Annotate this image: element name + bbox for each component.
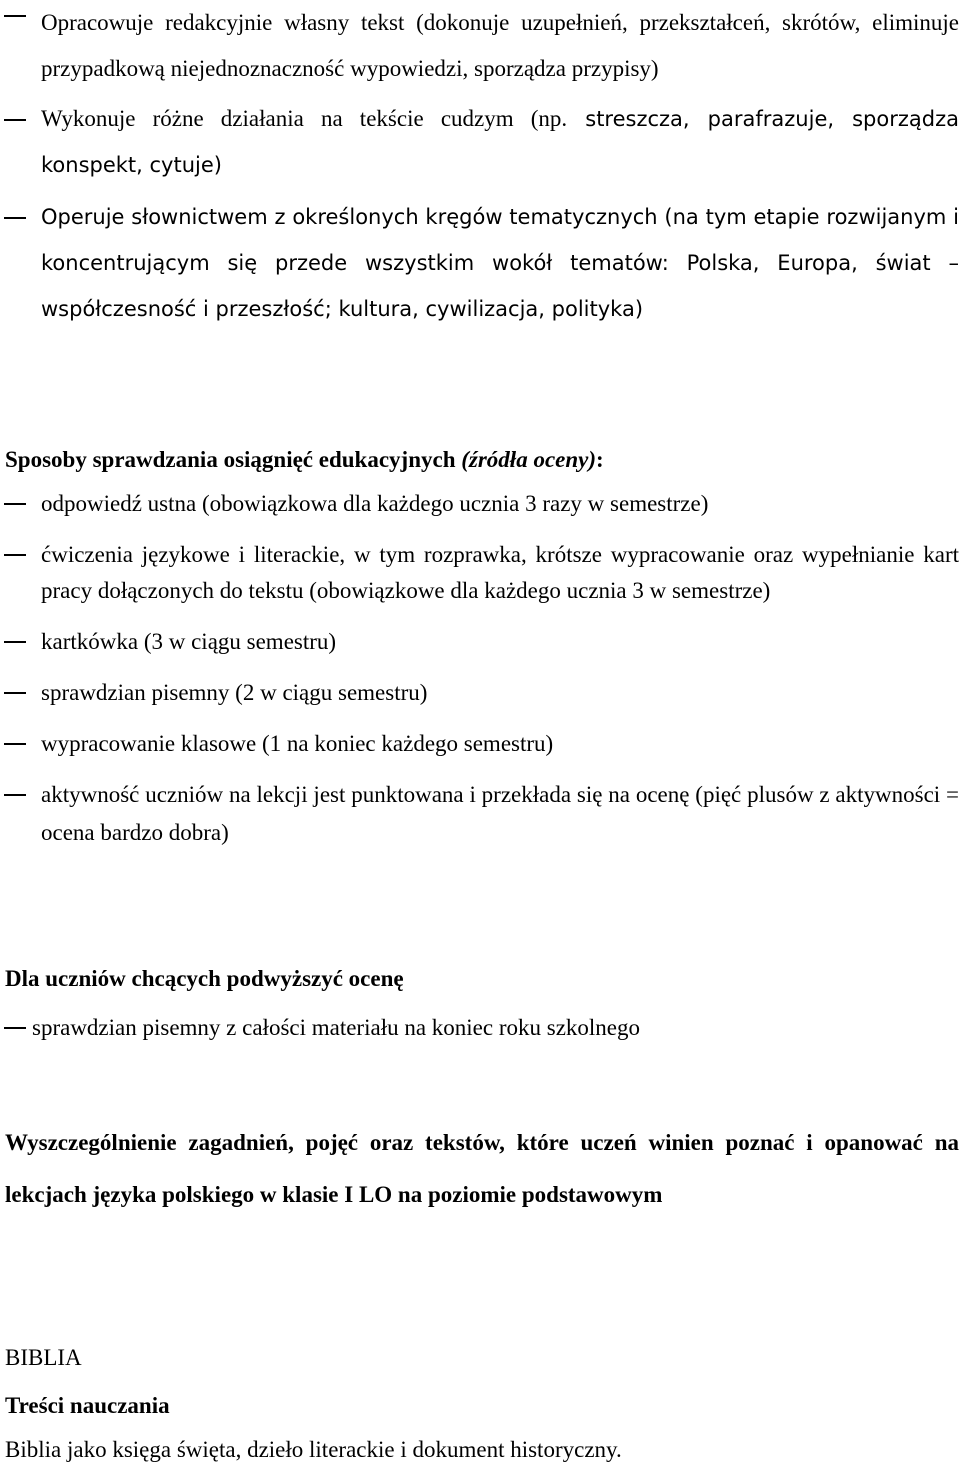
list-item-text: sprawdzian pisemny z całości materiału na koniec roku szkolnego bbox=[32, 1015, 641, 1040]
subsection-title: BIBLIA bbox=[5, 1345, 82, 1370]
list-item bbox=[0, 776, 960, 852]
list-item-text: kartkówka (3 w ciągu semestru) bbox=[41, 629, 337, 654]
list-item bbox=[0, 96, 960, 188]
dash-bullet-icon bbox=[4, 554, 26, 556]
intro-list bbox=[0, 0, 960, 332]
list-item bbox=[0, 194, 960, 332]
dash-bullet-icon bbox=[4, 119, 26, 121]
dash-bullet-icon bbox=[4, 503, 26, 505]
list-item-text: Opracowuje redakcyjnie własny tekst (dokonuje uzupełnień, przekształceń, skrótów, eliminuje przypadkową niejednoznaczność wypowiedzi, sporządza przypisy) bbox=[41, 10, 959, 81]
list-item bbox=[0, 726, 960, 762]
list-item bbox=[0, 1010, 960, 1046]
dash-bullet-icon bbox=[4, 692, 26, 694]
list-item bbox=[0, 675, 960, 711]
section-heading: Wyszczególnienie zagadnień, pojęć oraz tekstów, które uczeń winien poznać i opanować na lekcjach języka polskiego w klasie I LO na poziomie podstawowym bbox=[5, 1130, 959, 1207]
dash-bullet-icon bbox=[4, 794, 26, 796]
list-item-text: ćwiczenia językowe i literackie, w tym rozprawka, krótsze wypracowanie oraz wypełnianie kart pracy dołączonych do tekstu (obowiązkowe dla każdego ucznia 3 w semestrze) bbox=[41, 542, 959, 603]
list-item-text: odpowiedź ustna (obowiązkowa dla każdego ucznia 3 razy w semestrze) bbox=[41, 491, 709, 516]
dash-bullet-icon bbox=[4, 1027, 26, 1029]
list-item-text: streszcza, parafrazuje, sporządza konspekt, cytuje) bbox=[41, 107, 959, 177]
section-heading: Sposoby sprawdzania osiągnięć edukacyjnych (źródła oceny): bbox=[5, 447, 604, 472]
list-item-text: Wykonuje różne działania na tekście cudzym (np. bbox=[41, 106, 568, 131]
dash-bullet-icon bbox=[4, 15, 26, 17]
paragraph: Biblia jako księga święta, dzieło literackie i dokument historyczny. bbox=[5, 1437, 622, 1462]
dash-bullet-icon bbox=[4, 743, 26, 745]
list-item-text: wypracowanie klasowe (1 na koniec każdego semestru) bbox=[41, 731, 554, 756]
list-item-text: Operuje słownictwem z określonych kręgów tematycznych (na tym etapie rozwijanym i koncentrującym się przede wszystkim wokół tematów: Polska, Europa, świat – współczesność i przeszłość; kultura, cywilizacja, polityka) bbox=[41, 205, 959, 321]
subsection-heading: Treści nauczania bbox=[5, 1393, 170, 1418]
list-item-text: aktywność uczniów na lekcji jest punktowana i przekłada się na ocenę (pięć plusów z aktywności = ocena bardzo dobra) bbox=[41, 782, 959, 845]
dash-bullet-icon bbox=[4, 217, 26, 219]
dash-bullet-icon bbox=[4, 641, 26, 643]
list-item bbox=[0, 537, 960, 609]
list-item bbox=[0, 624, 960, 660]
bible-section bbox=[0, 1338, 960, 1470]
assessment-section bbox=[0, 440, 960, 852]
list-item bbox=[0, 486, 960, 522]
improve-section bbox=[0, 958, 960, 1046]
list-item-text: sprawdzian pisemny (2 w ciągu semestru) bbox=[41, 680, 428, 705]
topics-section bbox=[0, 1117, 960, 1221]
section-heading: Dla uczniów chcących podwyższyć ocenę bbox=[5, 966, 404, 991]
list-item bbox=[0, 0, 960, 92]
